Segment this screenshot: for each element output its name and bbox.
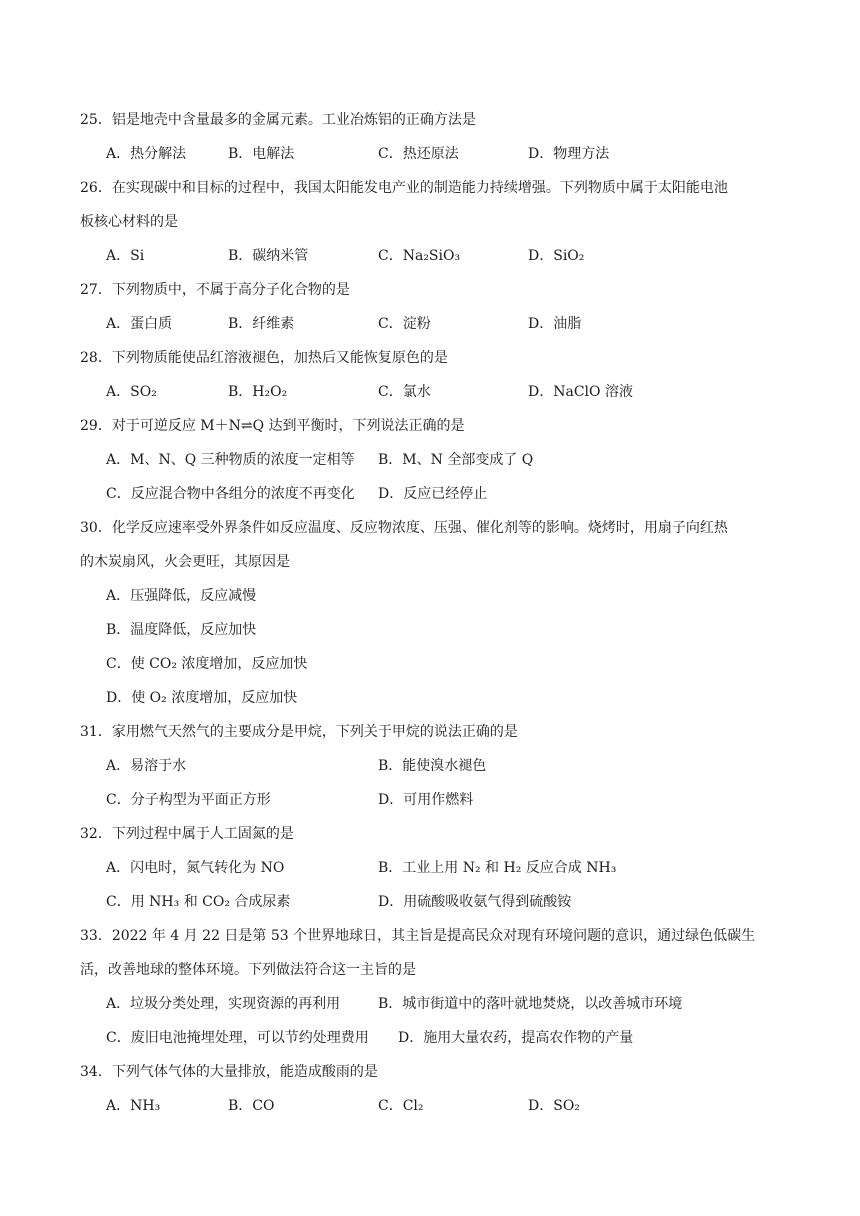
option-text: Na₂SiO₃ bbox=[402, 248, 461, 264]
option-d bbox=[528, 246, 584, 266]
option-a bbox=[106, 756, 186, 776]
option-letter: D． bbox=[378, 792, 404, 808]
option-d bbox=[378, 790, 473, 810]
option-text: M、N、Q 三种物质的浓度一定相等 bbox=[130, 452, 355, 468]
question-number: 30． bbox=[80, 520, 112, 536]
question-stem-text: 下列物质能使品红溶液褪色，加热后又能恢复原色的是 bbox=[111, 350, 448, 366]
option-text: 温度降低，反应加快 bbox=[130, 622, 257, 638]
option-text: 废旧电池掩埋处理，可以节约处理费用 bbox=[130, 1030, 369, 1046]
option-text: Cl₂ bbox=[402, 1098, 424, 1114]
question-stem-text: 化学反应速率受外界条件如反应温度、反应物浓度、压强、催化剂等的影响。烧烤时，用扇子向红热 bbox=[111, 520, 728, 536]
question-stem-text: 在实现碳中和目标的过程中，我国太阳能发电产业的制造能力持续增强。下列物质中属于太阳能电池 bbox=[111, 180, 728, 196]
question-33-stem-cont bbox=[80, 960, 416, 980]
option-text: 电解法 bbox=[252, 146, 295, 162]
option-a bbox=[106, 586, 256, 606]
option-letter: D． bbox=[528, 1098, 554, 1114]
option-b bbox=[378, 858, 616, 878]
question-stem-text: 板核心材料的是 bbox=[80, 214, 178, 230]
option-text: 工业上用 N₂ 和 H₂ 反应合成 NH₃ bbox=[402, 860, 617, 876]
option-d bbox=[528, 144, 609, 164]
option-letter: A． bbox=[106, 860, 131, 876]
option-text: 闪电时，氮气转化为 NO bbox=[130, 860, 285, 876]
question-29-stem bbox=[80, 416, 465, 436]
option-text: 纤维素 bbox=[252, 316, 295, 332]
question-27-stem bbox=[80, 280, 350, 300]
option-c bbox=[378, 382, 431, 402]
option-text: 压强降低，反应减慢 bbox=[130, 588, 257, 604]
option-text: NaClO 溶液 bbox=[553, 384, 633, 400]
option-text: 碳纳米管 bbox=[252, 248, 309, 264]
question-stem-text: 下列过程中属于人工固氮的是 bbox=[111, 826, 294, 842]
option-text: 使 O₂ 浓度增加，反应加快 bbox=[131, 690, 298, 706]
option-text: 易溶于水 bbox=[130, 758, 187, 774]
option-letter: C． bbox=[106, 792, 131, 808]
option-letter: B． bbox=[228, 1098, 253, 1114]
option-letter: C． bbox=[378, 248, 403, 264]
option-letter: D． bbox=[528, 146, 554, 162]
option-text: M、N 全部变成了 Q bbox=[402, 452, 534, 468]
option-letter: A． bbox=[106, 248, 131, 264]
option-letter: A． bbox=[106, 316, 131, 332]
question-number: 31． bbox=[80, 724, 112, 740]
option-text: 热还原法 bbox=[402, 146, 459, 162]
option-a bbox=[106, 994, 340, 1014]
option-a bbox=[106, 450, 355, 470]
option-text: SO₂ bbox=[553, 1098, 580, 1114]
option-letter: B． bbox=[228, 146, 253, 162]
question-stem-text: 铝是地壳中含量最多的金属元素。工业冶炼铝的正确方法是 bbox=[111, 112, 476, 128]
option-c bbox=[106, 484, 355, 504]
option-text: 使 CO₂ 浓度增加，反应加快 bbox=[130, 656, 308, 672]
option-letter: B． bbox=[378, 758, 403, 774]
option-d bbox=[378, 892, 571, 912]
option-letter: B． bbox=[378, 452, 403, 468]
option-b bbox=[228, 314, 294, 334]
option-letter: B． bbox=[378, 860, 403, 876]
option-d bbox=[398, 1028, 633, 1048]
option-b bbox=[378, 994, 682, 1014]
option-text: 可用作燃料 bbox=[403, 792, 474, 808]
option-text: 淀粉 bbox=[402, 316, 431, 332]
question-number: 27． bbox=[80, 282, 112, 298]
option-b bbox=[378, 450, 533, 470]
option-letter: D． bbox=[378, 486, 404, 502]
option-text: 用硫酸吸收氨气得到硫酸铵 bbox=[403, 894, 572, 910]
option-text: SiO₂ bbox=[553, 248, 585, 264]
option-letter: C． bbox=[106, 894, 131, 910]
option-text: CO bbox=[252, 1098, 275, 1114]
option-letter: D． bbox=[378, 894, 404, 910]
option-c bbox=[106, 1028, 369, 1048]
option-letter: B． bbox=[228, 384, 253, 400]
option-a bbox=[106, 144, 186, 164]
option-text: 用 NH₃ 和 CO₂ 合成尿素 bbox=[130, 894, 291, 910]
question-number: 33． bbox=[80, 928, 112, 944]
option-text: 施用大量农药，提高农作物的产量 bbox=[423, 1030, 634, 1046]
option-letter: C． bbox=[378, 384, 403, 400]
option-c bbox=[378, 144, 459, 164]
question-33-stem bbox=[80, 926, 755, 946]
option-c bbox=[378, 1096, 424, 1116]
option-text: 城市街道中的落叶就地焚烧，以改善城市环境 bbox=[402, 996, 683, 1012]
option-b bbox=[228, 1096, 275, 1116]
question-stem-text: 的木炭扇风，火会更旺，其原因是 bbox=[80, 554, 290, 570]
question-number: 25． bbox=[80, 112, 112, 128]
question-30-stem bbox=[80, 518, 728, 538]
question-stem-text: 2022 年 4 月 22 日是第 53 个世界地球日，其主旨是提高民众对现有环境问题的意识，通过绿色低碳生 bbox=[111, 928, 756, 944]
option-letter: A． bbox=[106, 758, 131, 774]
question-number: 28． bbox=[80, 350, 112, 366]
option-d bbox=[528, 314, 581, 334]
question-34-stem bbox=[80, 1062, 378, 1082]
question-stem-text: 对于可逆反应 M＋N⇌Q 达到平衡时，下列说法正确的是 bbox=[111, 418, 465, 434]
option-text: SO₂ bbox=[130, 384, 157, 400]
option-a bbox=[106, 1096, 160, 1116]
option-letter: D． bbox=[528, 384, 554, 400]
option-text: 能使溴水褪色 bbox=[402, 758, 487, 774]
question-number: 29． bbox=[80, 418, 112, 434]
option-letter: D． bbox=[528, 248, 554, 264]
question-stem-text: 下列物质中，不属于高分子化合物的是 bbox=[111, 282, 350, 298]
option-c bbox=[378, 246, 460, 266]
option-d bbox=[378, 484, 487, 504]
option-text: 反应已经停止 bbox=[403, 486, 488, 502]
option-text: 氯水 bbox=[402, 384, 431, 400]
option-text: Si bbox=[130, 248, 145, 264]
option-letter: D． bbox=[106, 690, 132, 706]
option-b bbox=[106, 620, 256, 640]
question-30-stem-cont bbox=[80, 552, 290, 572]
option-a bbox=[106, 382, 157, 402]
question-26-stem-cont bbox=[80, 212, 178, 232]
option-b bbox=[228, 144, 294, 164]
option-c bbox=[106, 654, 307, 674]
option-letter: C． bbox=[106, 1030, 131, 1046]
option-letter: A． bbox=[106, 1098, 131, 1114]
question-31-stem bbox=[80, 722, 518, 742]
option-letter: D． bbox=[528, 316, 554, 332]
option-letter: B． bbox=[228, 316, 253, 332]
option-d bbox=[528, 382, 633, 402]
option-c bbox=[378, 314, 431, 334]
question-number: 34． bbox=[80, 1064, 112, 1080]
option-text: 蛋白质 bbox=[130, 316, 173, 332]
option-text: 物理方法 bbox=[553, 146, 610, 162]
option-letter: A． bbox=[106, 384, 131, 400]
option-letter: C． bbox=[106, 486, 131, 502]
option-letter: B． bbox=[106, 622, 131, 638]
option-text: 热分解法 bbox=[130, 146, 187, 162]
question-25-stem bbox=[80, 110, 476, 130]
option-c bbox=[106, 790, 271, 810]
option-a bbox=[106, 858, 284, 878]
option-letter: A． bbox=[106, 996, 131, 1012]
question-number: 32． bbox=[80, 826, 112, 842]
option-letter: B． bbox=[228, 248, 253, 264]
option-letter: A． bbox=[106, 146, 131, 162]
option-d bbox=[528, 1096, 580, 1116]
option-letter: A． bbox=[106, 588, 131, 604]
option-text: 垃圾分类处理，实现资源的再利用 bbox=[130, 996, 341, 1012]
question-26-stem bbox=[80, 178, 728, 198]
question-32-stem bbox=[80, 824, 294, 844]
option-letter: C． bbox=[106, 656, 131, 672]
option-letter: B． bbox=[378, 996, 403, 1012]
option-text: 反应混合物中各组分的浓度不再变化 bbox=[130, 486, 355, 502]
option-letter: A． bbox=[106, 452, 131, 468]
option-b bbox=[228, 246, 308, 266]
option-letter: C． bbox=[378, 146, 403, 162]
option-text: H₂O₂ bbox=[252, 384, 288, 400]
question-number: 26． bbox=[80, 180, 112, 196]
option-b bbox=[378, 756, 486, 776]
option-c bbox=[106, 892, 290, 912]
question-28-stem bbox=[80, 348, 448, 368]
option-letter: C． bbox=[378, 1098, 403, 1114]
option-a bbox=[106, 246, 144, 266]
option-text: 分子构型为平面正方形 bbox=[130, 792, 271, 808]
option-b bbox=[228, 382, 287, 402]
option-text: NH₃ bbox=[130, 1098, 161, 1114]
option-letter: D． bbox=[398, 1030, 424, 1046]
question-stem-text: 下列气体气体的大量排放，能造成酸雨的是 bbox=[111, 1064, 378, 1080]
option-a bbox=[106, 314, 172, 334]
option-letter: C． bbox=[378, 316, 403, 332]
question-stem-text: 家用燃气天然气的主要成分是甲烷，下列关于甲烷的说法正确的是 bbox=[111, 724, 518, 740]
option-d bbox=[106, 688, 297, 708]
question-stem-text: 活，改善地球的整体环境。下列做法符合这一主旨的是 bbox=[80, 962, 416, 978]
option-text: 油脂 bbox=[553, 316, 582, 332]
